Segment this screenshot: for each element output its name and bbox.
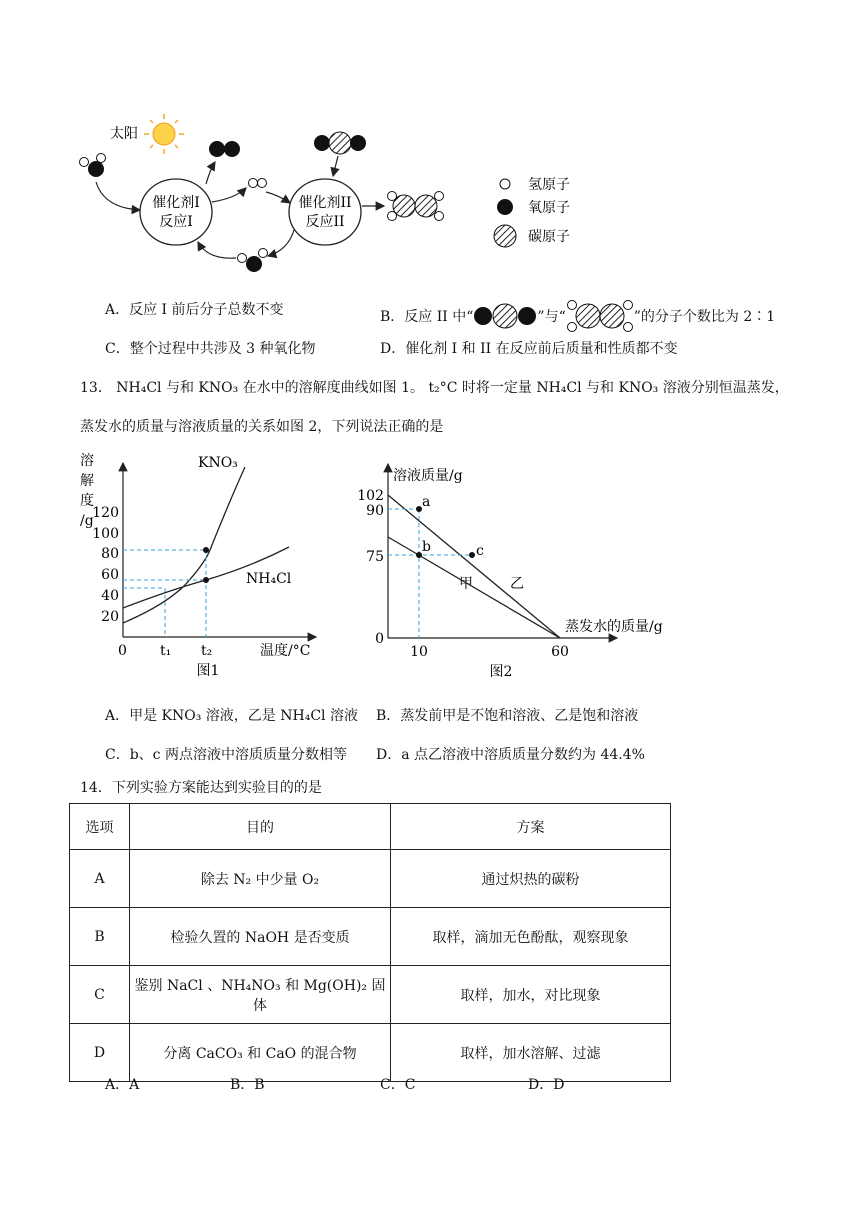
q12-option-b-prefix: B．反应 II 中“	[380, 309, 474, 325]
fig2-point-a-label: a	[422, 494, 431, 510]
q14-stem: 14．下列实验方案能达到实验目的的是	[80, 780, 322, 796]
table-header-plan: 方案	[391, 804, 671, 850]
q13-stem-line2: 蒸发水的质量与溶液质量的关系如图 2，下列说法正确的是	[80, 419, 444, 435]
table-cell-plan: 取样，滴加无色酚酞，观察现象	[391, 908, 671, 966]
catalyst-2-label: 催化剂II	[298, 195, 352, 211]
fig2-line-yi	[388, 495, 560, 638]
fig2-line-yi-label: 乙	[510, 576, 524, 592]
fig1-ytick-120: 120	[92, 505, 119, 521]
catalyst-2-ellipse	[289, 179, 361, 245]
fig2-ytick-0: 0	[375, 631, 384, 647]
fig1-point-nh4cl-t2	[203, 577, 209, 583]
catalyst-1-label: 催化剂I	[152, 195, 200, 211]
table-cell-purpose: 鉴别 NaCl 、NH₄NO₃ 和 Mg(OH)₂ 固体	[130, 966, 391, 1024]
fig2-ytick-90: 90	[366, 503, 384, 519]
table-header-purpose: 目的	[130, 804, 391, 850]
q14-option-d: D．D	[528, 1077, 565, 1093]
fig2-ytick-102: 102	[357, 488, 384, 504]
q12-option-b	[380, 299, 775, 333]
fig1-ytick-60: 60	[101, 567, 119, 583]
table-cell-option: A	[70, 850, 130, 908]
q12-option-c: C．整个过程中共涉及 3 种氧化物	[105, 341, 316, 357]
sun-icon	[144, 114, 184, 154]
table-row	[70, 850, 671, 908]
sun-label: 太阳	[110, 126, 138, 142]
fig2-point-c-label: c	[476, 543, 484, 559]
table-cell-option: C	[70, 966, 130, 1024]
catalyst-1-ellipse	[140, 179, 212, 245]
fig1-kno3-curve	[123, 467, 245, 623]
fig1-xtick-t1: t₁	[160, 643, 172, 659]
fig1-ytick-40: 40	[101, 588, 119, 604]
ethylene-molecule-icon	[388, 192, 444, 221]
ethylene-inline-icon	[566, 299, 634, 333]
fig2-line-jia-label: 甲	[459, 576, 473, 592]
table-cell-plan: 取样，加水，对比现象	[391, 966, 671, 1024]
fig2-point-b-label: b	[422, 539, 431, 555]
fig2-xlabel: 蒸发水的质量/g	[565, 619, 663, 635]
table-cell-plan: 取样，加水溶解、过滤	[391, 1024, 671, 1082]
table-cell-option: B	[70, 908, 130, 966]
carbon-atom-icon	[494, 225, 516, 247]
fig2-point-c	[469, 552, 475, 558]
fig1-curve-nh4cl-label: NH₄Cl	[246, 571, 292, 587]
q13-stem-line1: 13． NH₄Cl 与和 KNO₃ 在水中的溶解度曲线如图 1。 t₂°C 时将一定量 NH₄Cl 与和 KNO₃ 溶液分别恒温蒸发，	[80, 380, 789, 396]
fig1-ytick-100: 100	[92, 526, 119, 542]
q14-option-b: B．B	[230, 1077, 265, 1093]
table-header-option: 选项	[70, 804, 130, 850]
fig1-caption: 图1	[196, 663, 220, 679]
fig1-ylabel-2: 解	[80, 473, 94, 489]
fig2-point-b	[416, 552, 422, 558]
q13-option-b: B．蒸发前甲是不饱和溶液、乙是饱和溶液	[376, 708, 639, 724]
water-molecule-return-icon	[238, 249, 268, 273]
legend-carbon-label: 碳原子	[528, 229, 570, 245]
figure-2-evaporation-chart	[355, 460, 700, 690]
q12-option-a: A．反应 I 前后分子总数不变	[105, 302, 284, 318]
fig2-point-a	[416, 506, 422, 512]
fig2-xtick-60: 60	[551, 644, 569, 660]
table-cell-purpose: 分离 CaCO₃ 和 CaO 的混合物	[130, 1024, 391, 1082]
q13-option-c: C．b、c 两点溶液中溶质质量分数相等	[105, 747, 347, 763]
fig1-ylabel-3: 度	[80, 493, 94, 509]
table-header-row	[70, 804, 671, 850]
fig2-guides	[388, 509, 472, 638]
fig2-caption: 图2	[489, 664, 513, 680]
q14-option-a: A．A	[105, 1077, 140, 1093]
hydrogen-atom-icon	[500, 179, 510, 189]
legend	[494, 177, 570, 247]
table-row	[70, 966, 671, 1024]
hydrogen-molecule-icon	[249, 179, 267, 188]
carbon-dioxide-molecule-icon	[314, 132, 366, 154]
legend-hydrogen-label: 氢原子	[528, 177, 570, 193]
table-row	[70, 908, 671, 966]
reaction-2-label: 反应II	[305, 214, 345, 230]
q13-option-d: D．a 点乙溶液中溶质质量分数约为 44.4%	[376, 747, 645, 763]
q12-option-b-suffix: ”的分子个数比为 2∶1	[633, 309, 776, 325]
q12-option-d: D．催化剂 I 和 II 在反应前后质量和性质都不变	[380, 341, 678, 357]
water-molecule-icon	[80, 154, 106, 178]
fig2-xtick-10: 10	[410, 644, 428, 660]
co2-molecule-inline-icon	[473, 303, 537, 329]
q14-table	[69, 803, 671, 1082]
q14-option-c: C．C	[380, 1077, 416, 1093]
fig1-ylabel-4: /g	[80, 513, 94, 529]
figure-1-solubility-chart	[70, 445, 340, 690]
reaction-1-label: 反应I	[159, 214, 193, 230]
fig1-ylabel-1: 溶	[80, 453, 94, 469]
table-cell-plan: 通过炽热的碳粉	[391, 850, 671, 908]
fig1-xtick-0: 0	[118, 643, 127, 659]
fig1-ytick-80: 80	[101, 546, 119, 562]
table-row	[70, 1024, 671, 1082]
fig1-point-kno3-t2	[203, 547, 209, 553]
fig1-curve-kno3-label: KNO₃	[198, 455, 238, 471]
q13-option-a: A．甲是 KNO₃ 溶液，乙是 NH₄Cl 溶液	[105, 708, 358, 724]
table-cell-purpose: 检验久置的 NaOH 是否变质	[130, 908, 391, 966]
q12-option-b-middle: ”与“	[537, 309, 566, 325]
fig2-ytick-75: 75	[366, 549, 384, 565]
fig2-ylabel: 溶液质量/g	[393, 468, 463, 484]
table-cell-purpose: 除去 N₂ 中少量 O₂	[130, 850, 391, 908]
fig1-ytick-20: 20	[101, 609, 119, 625]
oxygen-molecule-icon	[209, 141, 240, 157]
oxygen-atom-icon	[497, 199, 513, 215]
fig1-xlabel: 温度/°C	[260, 643, 311, 659]
table-cell-option: D	[70, 1024, 130, 1082]
legend-oxygen-label: 氧原子	[528, 200, 570, 216]
reaction-diagram	[0, 100, 860, 290]
fig1-xtick-t2: t₂	[201, 643, 213, 659]
fig2-line-jia	[388, 537, 560, 638]
